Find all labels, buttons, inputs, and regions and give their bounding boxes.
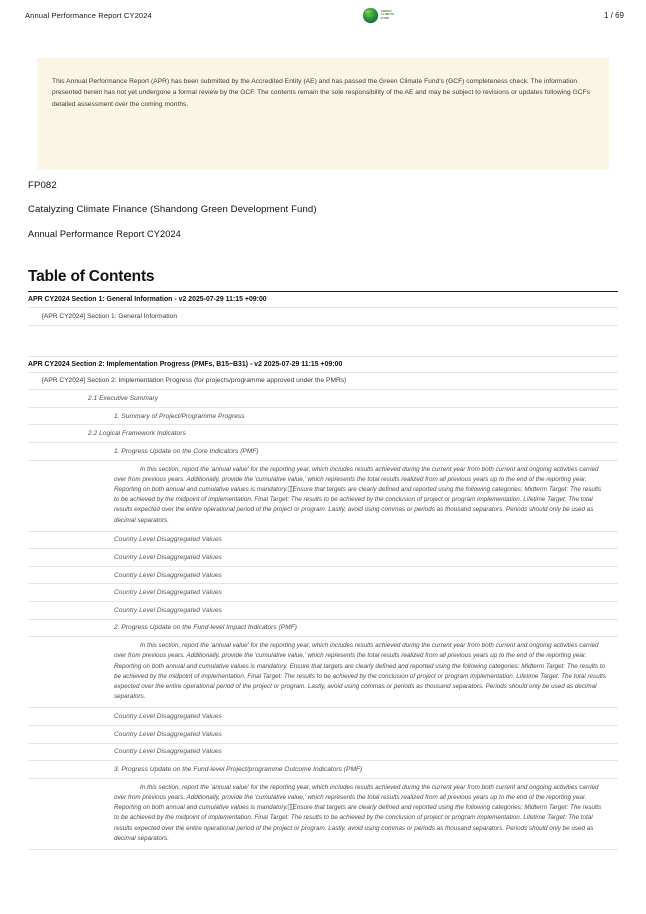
logo-wordmark <box>381 10 395 20</box>
toc-entry-country-level[interactable]: Country Level Disaggregated Values <box>28 567 618 585</box>
toc-entry-country-level[interactable]: Country Level Disaggregated Values <box>28 708 618 726</box>
toc-heading: Table of Contents <box>28 268 618 292</box>
logo-line-1: GREEN <box>380 9 392 14</box>
toc-entry[interactable]: 2. Progress Update on the Fund-level Impact Indicators (PMF) <box>28 620 618 638</box>
page-header <box>0 0 646 30</box>
toc-entry[interactable]: 2.1 Executive Summary <box>28 390 618 408</box>
logo-line-3: FUND <box>380 15 390 20</box>
document-title-block <box>28 180 618 239</box>
toc-guidance-paragraph: In this section, report the 'annual value' for the reporting year, which includes results achieved during the current year from both current and ongoing activities carried over from previous years. Additionally, provide the 'cumulative value,' which represents the total results realized from all previous years up to the end of the reporting year. Reporting on both annual and cumulative values is mandatory. Ensure that targets are clearly defined and reported using the following categories: Midterm Target: The results to be achieved by the midpoint of implementation. Final Target: The results to be achieved by the conclusion of project or program implementation. Lifetime Target: The total results expected over the entire operational period of the project or program. Lastly, avoid using commas or periods as thousand separators. Periods should only be used as decimal separators. <box>28 637 618 708</box>
toc-guidance-paragraph: In this section, report the 'annual value' for the reporting year, which includes results achieved during the current year from both current and ongoing activities carried over from previous years. Additionally, provide the 'cumulative value,' which represents the total results realized from all previous years up to the end of the reporting year. Reporting on both annual and cumulative values is mandatory.⎕⎕Ensure that targets are clearly defined and reported using the following categories: Midterm Target: The results to be achieved by the midpoint of implementation. Final Target: The results to be achieved by the conclusion of project or program implementation. Lifetime Target: The total results expected over the entire operational period of the project or program. Lastly, avoid using commas or periods as thousand separators. Periods should only be used as decimal separators. <box>28 461 618 532</box>
unsupported-glyph: ⎕⎕ <box>287 485 293 493</box>
submission-notice-box <box>37 58 609 170</box>
logo-line-2: CLIMATE <box>380 12 395 17</box>
toc-guidance-paragraph: In this section, report the 'annual value' for the reporting year, which includes results achieved during the current year from both current and ongoing activities carried over from previous years. Additionally, provide the 'cumulative value,' which represents the total results realized from all previous years up to the end of the reporting year. Reporting on both annual and cumulative values is mandatory.⎕⎕Ensure that targets are clearly defined and reported using the following categories: Midterm Target: The results to be achieved by the midpoint of implementation. Final Target: The results to be achieved by the conclusion of project or program implementation. Lifetime Target: The total results expected over the entire operational period of the project or program. Lastly, avoid using commas or periods as thousand separators. Periods should only be used as decimal separators. <box>28 779 618 850</box>
toc-entry-country-level[interactable]: Country Level Disaggregated Values <box>28 584 618 602</box>
toc-section-header[interactable]: APR CY2024 Section 1: General Information - v2 2025-07-29 11:15 +09:00 <box>28 292 618 308</box>
header-report-title: Annual Performance Report CY2024 <box>25 10 152 20</box>
header-logo-container <box>152 7 604 24</box>
toc-entry[interactable]: 1. Summary of Project/Programme Progress <box>28 408 618 426</box>
project-title: Catalyzing Climate Finance (Shandong Green Development Fund) <box>28 204 317 215</box>
toc-entry-country-level[interactable]: Country Level Disaggregated Values <box>28 726 618 744</box>
toc-entry-country-level[interactable]: Country Level Disaggregated Values <box>28 549 618 567</box>
report-title: Annual Performance Report CY2024 <box>28 229 181 239</box>
toc-spacer-row <box>28 326 618 357</box>
globe-icon <box>362 7 379 24</box>
toc-entry-country-level[interactable]: Country Level Disaggregated Values <box>28 744 618 762</box>
toc-entry[interactable]: 3. Progress Update on the Fund-level Project/programme Outcome Indicators (PMF) <box>28 761 618 779</box>
submission-notice-text: This Annual Performance Report (APR) has been submitted by the Accredited Entity (AE) and has passed the Green Climate Fund's (GCF) completeness check. The information presented herein has not yet undergone a formal review by the GCF. The contents remain the sole responsibility of the AE and may be subject to revisions or updates following GCFs detailed assessment over the coming months. <box>52 78 591 108</box>
project-id: FP082 <box>28 180 57 191</box>
page-number: 1 / 69 <box>603 10 624 20</box>
toc-entry-country-level[interactable]: Country Level Disaggregated Values <box>28 602 618 620</box>
toc-entry[interactable]: [APR CY2024] Section 1: General Information <box>28 308 618 326</box>
toc-entry[interactable]: [APR CY2024] Section 2: Implementation Progress (for projects/programme approved under the PMRs) <box>28 373 618 391</box>
toc-section-header[interactable]: APR CY2024 Section 2: Implementation Progress (PMFs, B15~B31) - v2 2025-07-29 11:15 +09:00 <box>28 357 618 373</box>
gcf-logo <box>362 7 395 24</box>
toc-entry[interactable]: 2.2 Logical Framework Indicators <box>28 425 618 443</box>
table-of-contents <box>28 268 618 850</box>
unsupported-glyph: ⎕⎕ <box>287 804 293 812</box>
toc-entry[interactable]: 1. Progress Update on the Core Indicators (PMF) <box>28 443 618 461</box>
toc-list <box>28 292 618 850</box>
toc-entry-country-level[interactable]: Country Level Disaggregated Values <box>28 532 618 550</box>
